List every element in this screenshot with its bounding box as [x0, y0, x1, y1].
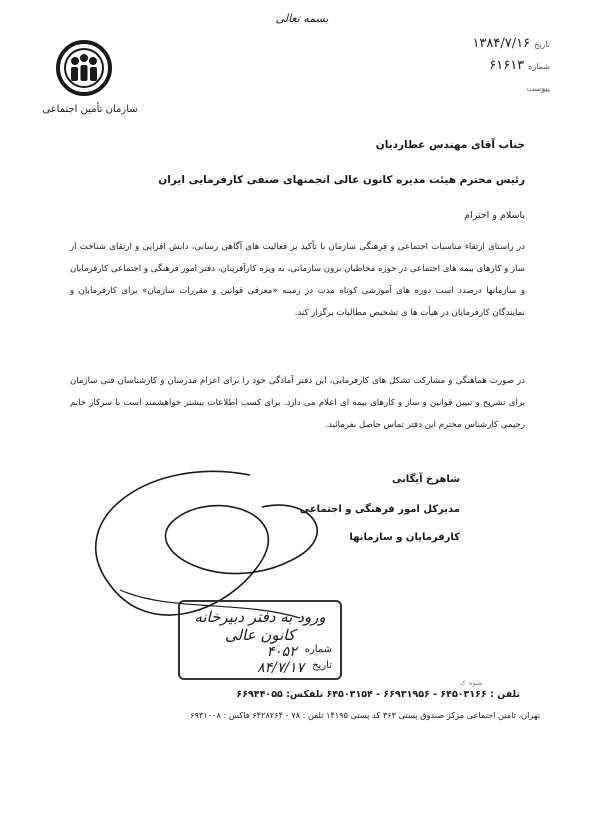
organization-logo-icon	[56, 40, 112, 96]
body-paragraph-2: در صورت هماهنگی و مشارکت تشکل های کارفرمایی، این دفتر آمادگی خود را برای اعزام مدرسان و کارشناسان فنی سازمان برای تشریح و تبیین قوانین و ساز و کارهای بیمه ای اعلام می دارد. برای کسب اطلاعات بیشتر خواهشمند است با سرکار خانم رحیمی کارشناس محترم این دفتر تماس حاصل بفرمائید.	[70, 376, 525, 430]
recipient-title: رئیس محترم هیئت مدیره کانون عالی انجمنهای صنفی کارفرمایی ایران	[158, 174, 525, 186]
organization-name: سازمان تأمین اجتماعی	[42, 104, 138, 115]
invocation: بسمه تعالی	[275, 12, 329, 25]
salutation: باسلام و احترام	[464, 210, 525, 221]
stamp-number-label: شماره	[304, 644, 332, 655]
stamp-date-value: ۸۴/۷/۱۷	[257, 660, 305, 676]
signatory-title-1: مدیرکل امور فرهنگی و اجتماعی	[299, 504, 460, 515]
number-label: شماره	[528, 62, 550, 71]
body-paragraph-1: در راستای ارتقاء مناسبات اجتماعی و فرهنگی سازمان با تأکید بر فعالیت های آگاهی رسانی، دانش افزایی و ارتقای شناخت از ساز و کارهای بیمه های اجتماعی در حوزه مخاطبان برون سازمانی، به ویژه کارآفرینان، دفتر امور فرهنگی و اجتماعی کارفرمایان و سازمانها درصدد است دوره های آموزشی کوتاه مدت در زمینه «معرفی قوانین و مقررات سازمان» برای کارفرمایان و نمایندگان کارفرمایان در هیأت ها ی تشخیص مطالبات برگزار کند.	[70, 242, 525, 318]
signatory-title-2: کارفرمایان و سازمانها	[349, 532, 460, 543]
attachment-label: پیوست	[526, 84, 550, 93]
stamp-date-label: تاریخ	[312, 660, 332, 671]
stamp-number-value: ۴۰۵۲	[266, 644, 297, 660]
number-value: ۶۱۶۱۳	[489, 58, 525, 73]
signatory-name: شاهرخ آیگانی	[391, 474, 460, 485]
footer-address: تهران، تامین اجتماعی مرکز صندوق پستی ۳۶۳ کد پستی ۱۴۱۹۵ تلفن : ۷۸ - ۶۴۲۸۲۶۴ فاکس : ۶۹۳۱۰۰۸	[190, 710, 540, 720]
footer-phone: تلفن : ۶۴۵۰۳۱۶۶ - ۶۶۹۳۱۹۵۶ - ۶۴۵۰۳۱۵۴ تلفکس: ۶۶۹۴۴۰۵۵	[236, 689, 520, 700]
small-note: شیوه: ک	[460, 680, 483, 687]
stamp-title: ورود به دفتر دبیرخانه کانون عالی	[194, 608, 326, 644]
letter-meta	[430, 36, 550, 102]
date-label: تاریخ	[534, 40, 550, 49]
recipient-name: جناب آقای مهندس عطاردیان	[375, 139, 525, 151]
received-stamp	[178, 600, 342, 680]
date-value: ۱۳۸۴/۷/۱۶	[472, 36, 531, 51]
